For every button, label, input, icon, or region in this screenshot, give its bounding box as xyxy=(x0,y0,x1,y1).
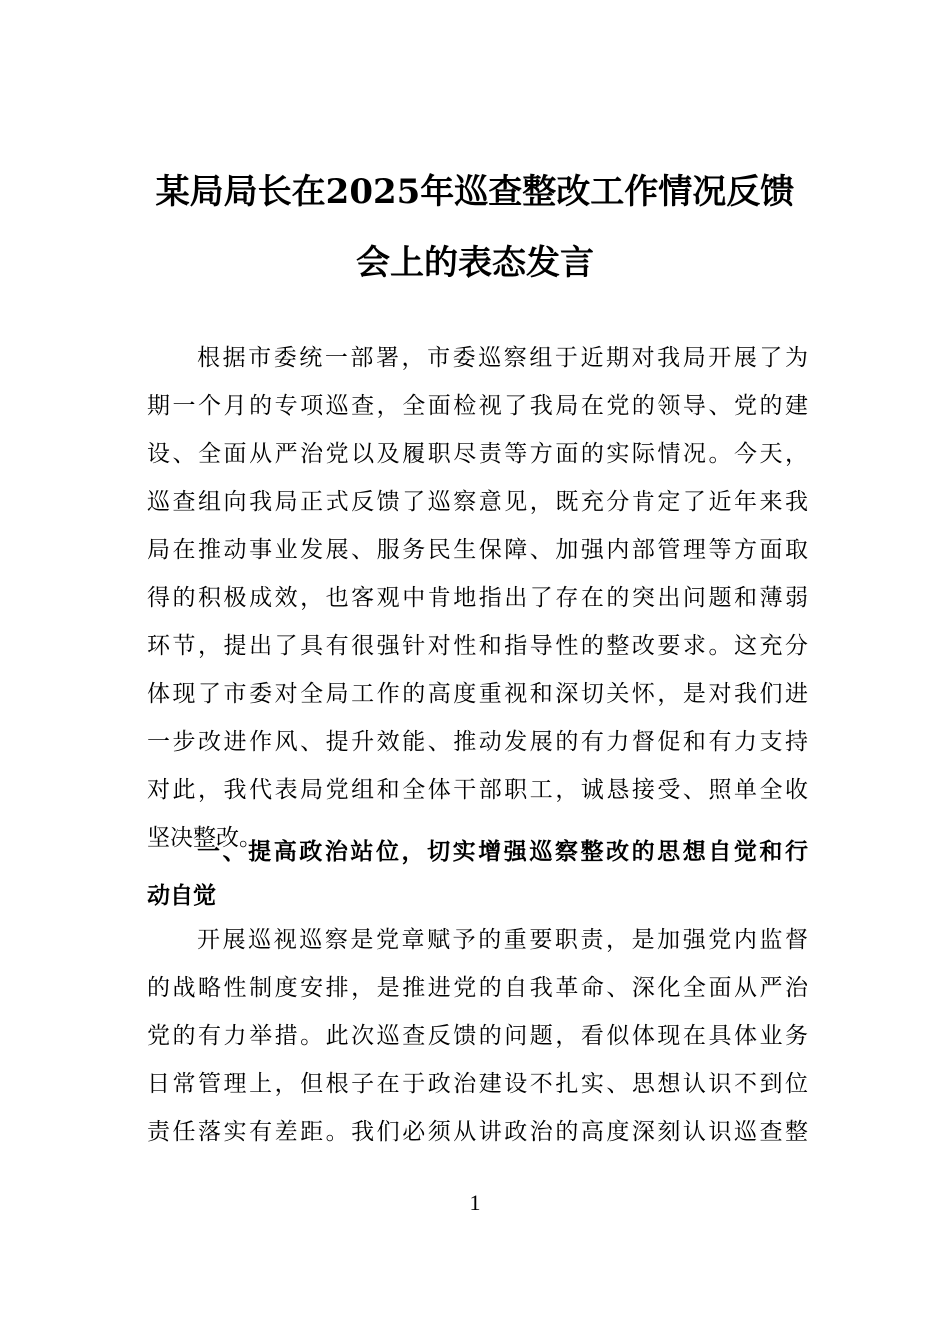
heading-line: 动自觉 xyxy=(147,883,216,909)
text-line: 开展巡视巡察是党章赋予的重要职责，是加强党内监督 xyxy=(197,927,808,953)
text-line: 巡查组向我局正式反馈了巡察意见，既充分肯定了近年来我 xyxy=(147,489,808,515)
text-line: 对此，我代表局党组和全体干部职工，诚恳接受、照单全收 xyxy=(147,777,808,803)
page-number: 1 xyxy=(469,1190,481,1215)
text-line: 坚决整改。 xyxy=(147,825,262,851)
text-line: 的战略性制度安排，是推进党的自我革命、深化全面从严治 xyxy=(147,975,808,1001)
text-line: 责任落实有差距。我们必须从讲政治的高度深刻认识巡查整 xyxy=(147,1119,808,1145)
text-line: 期一个月的专项巡查，全面检视了我局在党的领导、党的建 xyxy=(147,393,808,419)
text-line: 设、全面从严治党以及履职尽责等方面的实际情况。今天， xyxy=(147,441,808,467)
text-line: 环节，提出了具有很强针对性和指导性的整改要求。这充分 xyxy=(147,633,808,659)
text-line: 局在推动事业发展、服务民生保障、加强内部管理等方面取 xyxy=(147,537,808,563)
text-line: 一步改进作风、提升效能、推动发展的有力督促和有力支持 xyxy=(147,729,808,755)
document-title-line-2: 会上的表态发言 xyxy=(356,243,594,283)
text-line: 根据市委统一部署，市委巡察组于近期对我局开展了为 xyxy=(197,345,808,371)
text-line: 党的有力举措。此次巡查反馈的问题，看似体现在具体业务 xyxy=(147,1023,808,1049)
text-line: 体现了市委对全局工作的高度重视和深切关怀，是对我们进 xyxy=(147,681,808,707)
text-line: 得的积极成效，也客观中肯地指出了存在的突出问题和薄弱 xyxy=(147,585,808,611)
text-line: 日常管理上，但根子在于政治建设不扎实、思想认识不到位 xyxy=(147,1071,808,1097)
document-title-line-1: 某局局长在2025年巡查整改工作情况反馈 xyxy=(155,172,795,212)
heading-line: 一、提高政治站位，切实增强巡察整改的思想自觉和行 xyxy=(197,839,808,865)
